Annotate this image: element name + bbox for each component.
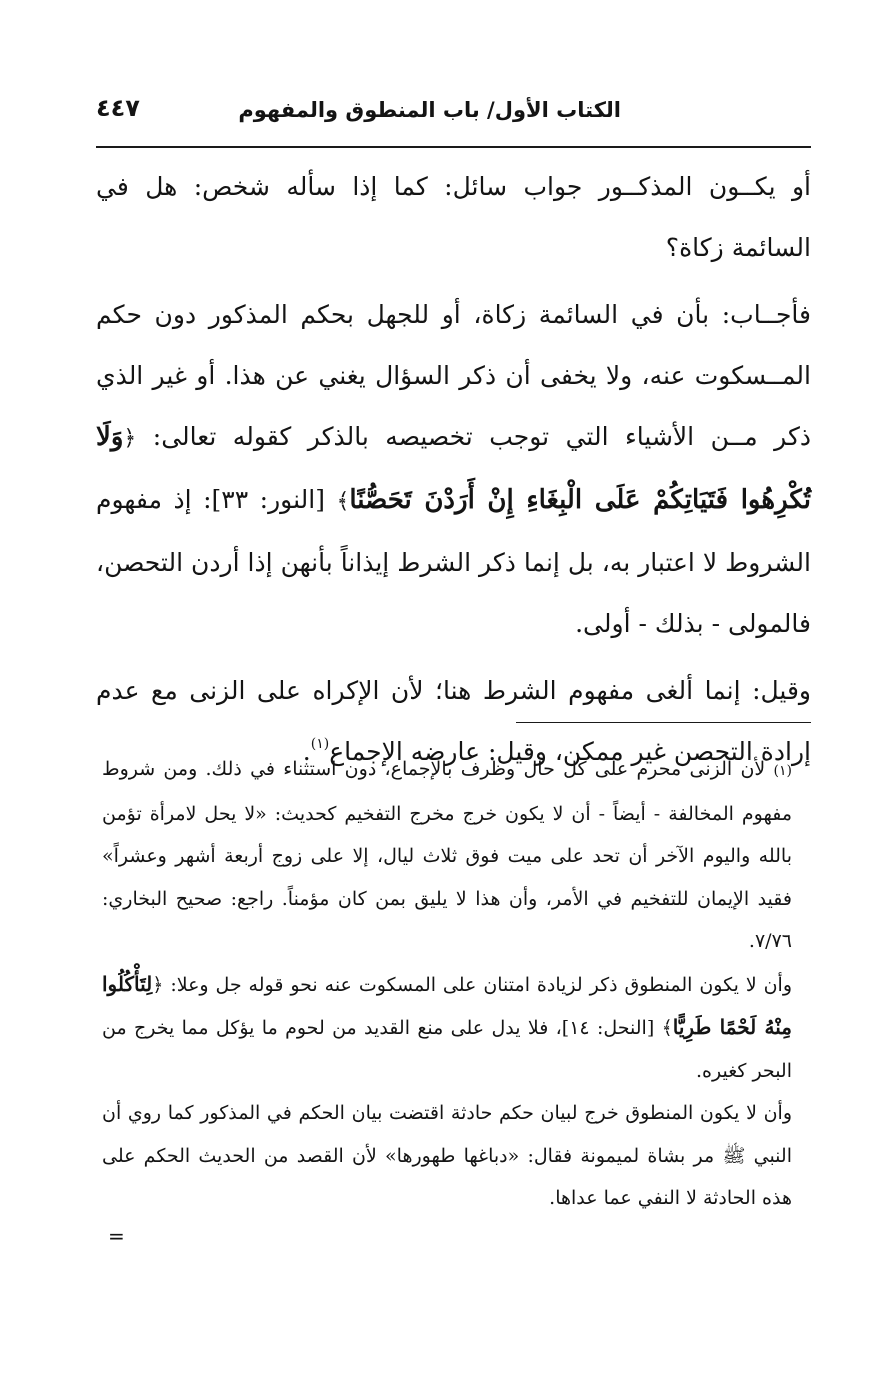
footnote-3-text: وأن لا يكون المنطوق خرج لبيان حكم حادثة اقتضت بيان الحكم في المذكور كما روي أن النبي ﷺ مر بشاة لميمونة فقال: «دباغها طهورها» لأن القصد من الحديث الحكم على هذه الحادثة لا النفي عما عداها. — [102, 1102, 792, 1209]
quran-close-ornament-small: ﴾ — [661, 1017, 673, 1039]
paragraph-3-end: . — [302, 737, 311, 766]
paragraph-quran-example — [96, 284, 811, 654]
footnote-number: (١) — [773, 763, 792, 779]
quran-open-ornament-small: ﴿ — [152, 973, 164, 996]
paragraph-2-text-b: [النور: ٣٣]: إذ مفهوم الشروط لا اعتبار به، بل إنما ذكر الشرط إيذاناً بأنهن إذا أردن التحصن، فالمولى - بذلك - أولى. — [96, 485, 811, 638]
footnotes — [102, 748, 792, 1220]
header-rule — [96, 146, 811, 148]
running-title: الكتاب الأول/ باب المنطوق والمفهوم — [238, 98, 621, 122]
footnote-reference[interactable]: (١) — [310, 736, 330, 752]
footnote-1-continued-b — [102, 1092, 792, 1220]
page-header — [96, 92, 811, 136]
footnote-1-text: لأن الزنى محرم على كل حال وظرف بالإجماع، دون استثناء في ذلك. ومن شروط مفهوم المخالفة - أيضاً - أن لا يكون خرج مخرج التفخيم كحديث: «لا يحل لامرأة تؤمن بالله واليوم الآخر أن تحد على ميت فوق ثلاث ليال، إلا على زوج أربعة أشهر وعشراً» فقيد الإيمان للتفخيم في الأمر، وأن هذا لا يليق بمن كان مؤمناً. راجع: صحيح البخاري: ٧/٧٦. — [102, 758, 792, 952]
quran-verse: وَلَا تُكْرِهُوا فَتَيَاتِكُمْ عَلَى الْبِغَاءِ إِنْ أَرَدْنَ تَحَصُّنًا — [96, 422, 812, 515]
paragraph-2-text-a: فأجــاب: بأن في السائمة زكاة، أو للجهل بحكم المذكور دون حكم المــسكوت عنه، ولا يخفى أن ذكر السؤال يغني عن هذا. أو غير الذي ذكر مــن الأشياء التي توجب تخصيصه بالذكر كقوله تعالى: — [96, 300, 811, 451]
paragraph-1-text: أو يكــون المذكــور جواب سائل: كما إذا سأله شخص: هل في السائمة زكاة؟ — [96, 172, 811, 262]
main-text — [96, 156, 811, 782]
quran-open-ornament: ﴿ — [123, 426, 137, 451]
quran-verse-footnote: لِتَأْكُلُوا مِنْهُ لَحْمًا طَرِيًّا — [102, 971, 792, 1039]
footnote-1-continued-a — [102, 963, 792, 1093]
footnote-2-text-a: وأن لا يكون المنطوق ذكر لزيادة امتنان على المسكوت عنه نحو قوله جل وعلا: — [163, 973, 792, 996]
page-number: ٤٤٧ — [96, 94, 140, 122]
footnote-1 — [102, 748, 792, 963]
footnote-2-text-b: [النحل: ١٤]، فلا يدل على منع القديد من لحوم ما يؤكل مما يخرج من البحر كغيره. — [102, 1017, 792, 1082]
quran-close-ornament: ﴾ — [336, 489, 350, 514]
footnote-separator — [516, 722, 811, 723]
continuation-mark: = — [108, 1224, 125, 1248]
paragraph-3-text: وقيل: إنما ألغى مفهوم الشرط هنا؛ لأن الإكراه على الزنى مع عدم إرادة التحصن غير ممكن، وقيل: عارضه الإجماع — [96, 676, 811, 766]
paragraph-answer-question — [96, 156, 811, 278]
